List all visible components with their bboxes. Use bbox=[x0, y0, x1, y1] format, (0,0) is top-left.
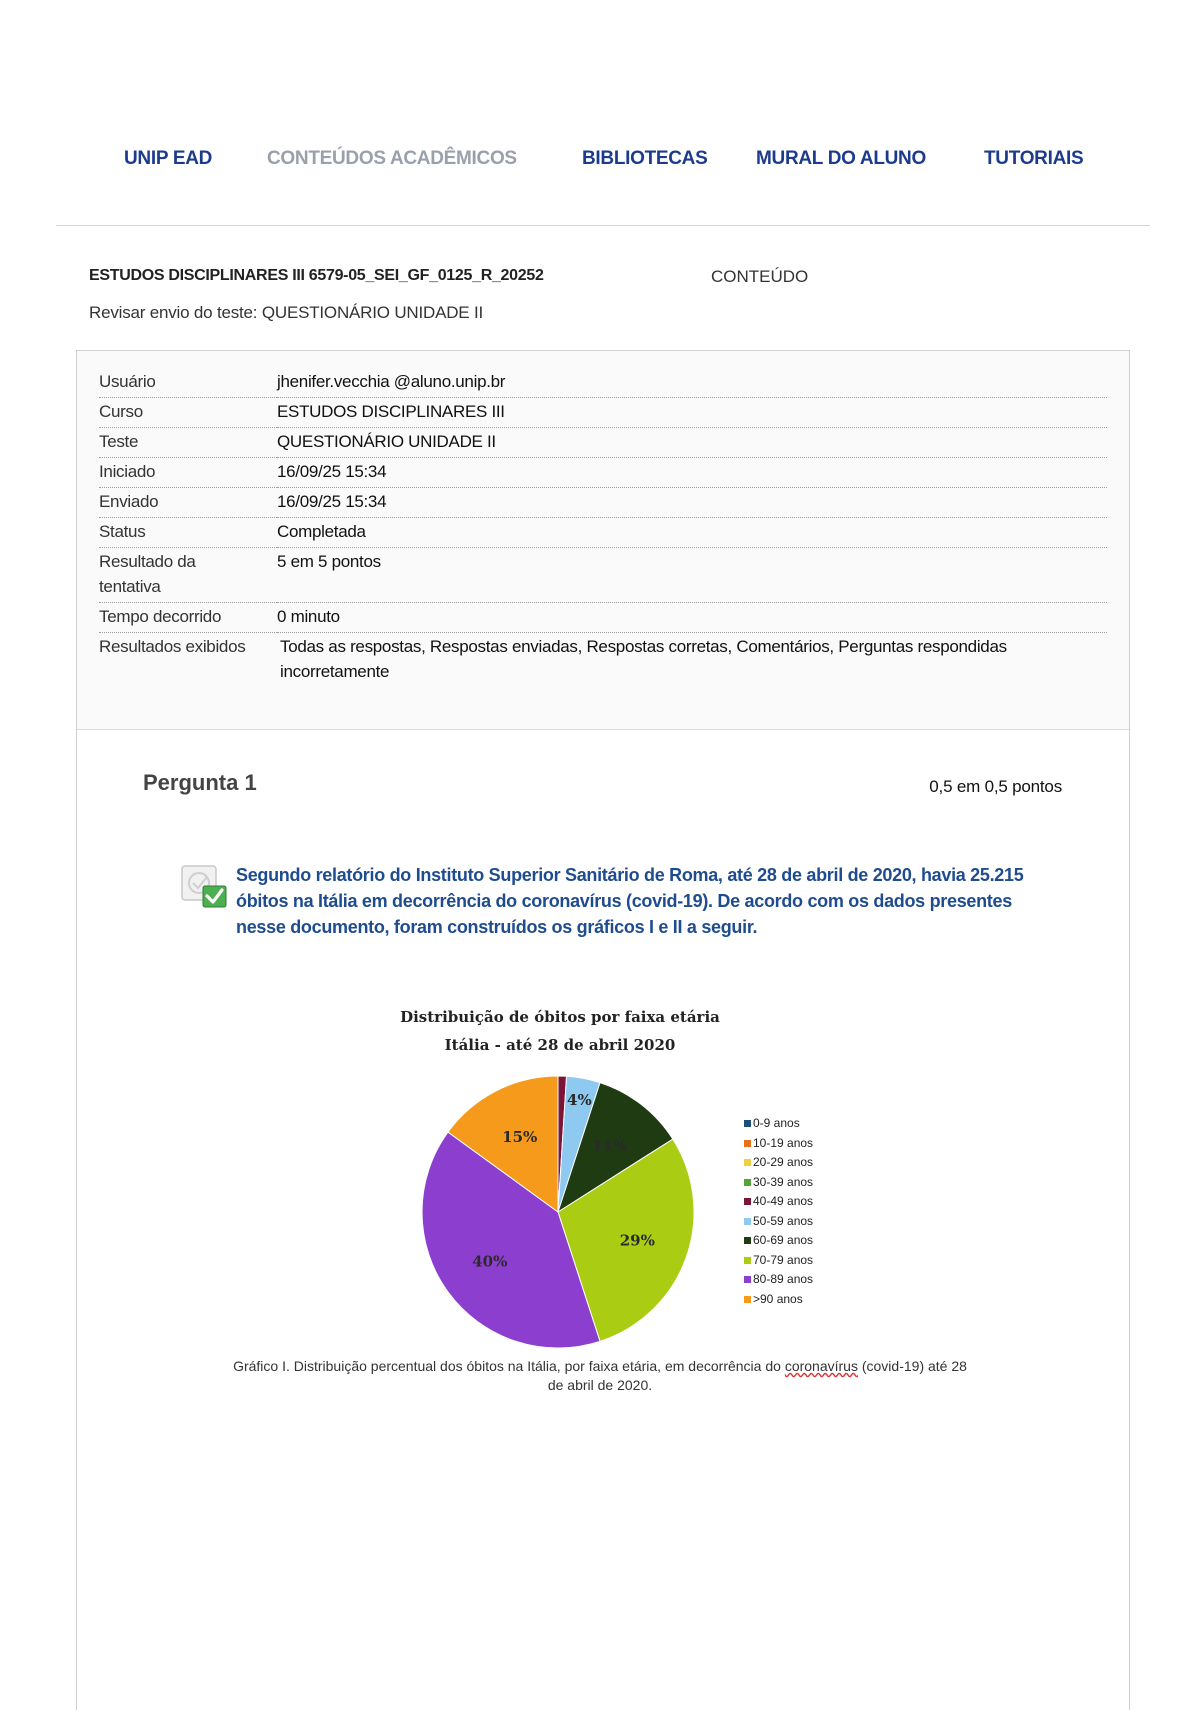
summary-label: Curso bbox=[99, 398, 277, 428]
summary-value: Todas as respostas, Respostas enviadas, Respostas corretas, Comentários, Perguntas respondidas incorretamente bbox=[280, 637, 1007, 681]
nav-tutoriais[interactable]: TUTORIAIS bbox=[984, 148, 1084, 169]
legend-label: 0-9 anos bbox=[753, 1116, 800, 1130]
top-navigation bbox=[0, 148, 1200, 184]
legend-item bbox=[744, 1114, 813, 1134]
summary-value: ESTUDOS DISCIPLINARES III bbox=[277, 398, 1107, 428]
legend-swatch bbox=[744, 1120, 751, 1127]
pie-data-label: 11% bbox=[592, 1136, 628, 1155]
legend-swatch bbox=[744, 1218, 751, 1225]
legend-item bbox=[744, 1290, 813, 1310]
summary-label: Teste bbox=[99, 428, 277, 458]
summary-row bbox=[99, 518, 1107, 548]
nav-mural-do-aluno[interactable]: MURAL DO ALUNO bbox=[756, 148, 926, 169]
attempt-summary-table bbox=[99, 368, 1107, 687]
nav-unip-ead[interactable]: UNIP EAD bbox=[124, 148, 213, 169]
summary-value: QUESTIONÁRIO UNIDADE II bbox=[277, 428, 1107, 458]
legend-swatch bbox=[744, 1276, 751, 1283]
question-points: 0,5 em 0,5 pontos bbox=[929, 777, 1062, 796]
summary-value: jhenifer.vecchia @aluno.unip.br bbox=[277, 368, 1107, 398]
pie-chart bbox=[400, 1060, 720, 1360]
legend-item bbox=[744, 1153, 813, 1173]
legend-swatch bbox=[744, 1198, 751, 1205]
summary-value: 5 em 5 pontos bbox=[277, 548, 1107, 603]
pie-data-label: 4% bbox=[567, 1090, 592, 1109]
nav-bibliotecas[interactable]: BIBLIOTECAS bbox=[582, 148, 708, 169]
legend-swatch bbox=[744, 1296, 751, 1303]
caption-text-after: (covid-19) até 28 de abril de 2020. bbox=[547, 1358, 967, 1393]
chart-title: Distribuição de óbitos por faixa etária bbox=[400, 1008, 720, 1026]
summary-label: Usuário bbox=[99, 368, 277, 398]
legend-item bbox=[744, 1231, 813, 1251]
legend-label: >90 anos bbox=[753, 1291, 803, 1306]
legend-label: 10-19 anos bbox=[753, 1135, 814, 1150]
legend-item bbox=[744, 1173, 813, 1193]
summary-label: Resultados exibidos bbox=[99, 637, 246, 656]
legend-item bbox=[744, 1212, 813, 1232]
summary-row bbox=[99, 603, 1107, 633]
summary-row bbox=[99, 548, 1107, 603]
legend-item bbox=[744, 1270, 813, 1290]
legend-swatch bbox=[744, 1179, 751, 1186]
summary-row bbox=[99, 633, 1107, 688]
legend-swatch bbox=[744, 1237, 751, 1244]
nav-conteudos-academicos[interactable]: CONTEÚDOS ACADÊMICOS bbox=[267, 148, 517, 169]
breadcrumb-section[interactable]: CONTEÚDO bbox=[711, 267, 809, 286]
pie-data-label: 40% bbox=[472, 1252, 508, 1271]
legend-item bbox=[744, 1251, 813, 1271]
question-text: Segundo relatório do Instituto Superior Sanitário de Roma, até 28 de abril de 2020, havia 25.215 óbitos na Itália em decorrência do coronavírus (covid-19). De acordo com os dados presentes nesse documento, foram construídos os gráficos I e II a seguir. bbox=[236, 865, 1024, 937]
caption-text-before: Gráfico I. Distribuição percentual dos óbitos na Itália, por faixa etária, em decorrência do bbox=[233, 1358, 785, 1374]
legend-label: 20-29 anos bbox=[753, 1155, 814, 1169]
nav-divider bbox=[56, 225, 1150, 226]
legend-item bbox=[744, 1134, 813, 1154]
legend-item bbox=[744, 1192, 813, 1212]
page-subtitle: Revisar envio do teste: QUESTIONÁRIO UNIDADE II bbox=[89, 303, 483, 322]
summary-label: Iniciado bbox=[99, 458, 277, 488]
correct-answer-icon bbox=[181, 864, 229, 910]
legend-swatch bbox=[744, 1140, 751, 1147]
pie-data-label: 29% bbox=[619, 1231, 655, 1250]
question-title: Pergunta 1 bbox=[143, 770, 257, 795]
summary-value: 0 minuto bbox=[277, 603, 1107, 633]
summary-row bbox=[99, 428, 1107, 458]
chart-caption bbox=[230, 1357, 970, 1395]
summary-label: Tempo decorrido bbox=[99, 603, 277, 633]
summary-label: Enviado bbox=[99, 488, 277, 518]
chart-subtitle: Itália - até 28 de abril 2020 bbox=[444, 1036, 676, 1054]
legend-swatch bbox=[744, 1257, 751, 1264]
caption-link: coronavírus bbox=[784, 1358, 858, 1374]
summary-label: Status bbox=[99, 518, 277, 548]
chart-legend bbox=[744, 1114, 813, 1309]
legend-label: 70-79 anos bbox=[753, 1252, 814, 1267]
summary-value: 16/09/25 15:34 bbox=[277, 458, 1107, 488]
legend-swatch bbox=[744, 1159, 751, 1166]
summary-row bbox=[99, 368, 1107, 398]
legend-label: 50-59 anos bbox=[753, 1213, 814, 1228]
summary-row bbox=[99, 398, 1107, 428]
summary-value: Completada bbox=[277, 518, 1107, 548]
summary-label: Resultado da tentativa bbox=[99, 548, 277, 603]
breadcrumb-course[interactable]: ESTUDOS DISCIPLINARES III 6579-05_SEI_GF_0125_R_20252 bbox=[89, 267, 544, 284]
legend-label: 80-89 anos bbox=[753, 1272, 814, 1286]
summary-value: 16/09/25 15:34 bbox=[277, 488, 1107, 518]
pie-data-label: 15% bbox=[502, 1127, 538, 1146]
legend-label: 30-39 anos bbox=[753, 1174, 814, 1189]
legend-label: 60-69 anos bbox=[753, 1233, 814, 1247]
legend-label: 40-49 anos bbox=[753, 1194, 814, 1208]
summary-row bbox=[99, 458, 1107, 488]
summary-row bbox=[99, 488, 1107, 518]
